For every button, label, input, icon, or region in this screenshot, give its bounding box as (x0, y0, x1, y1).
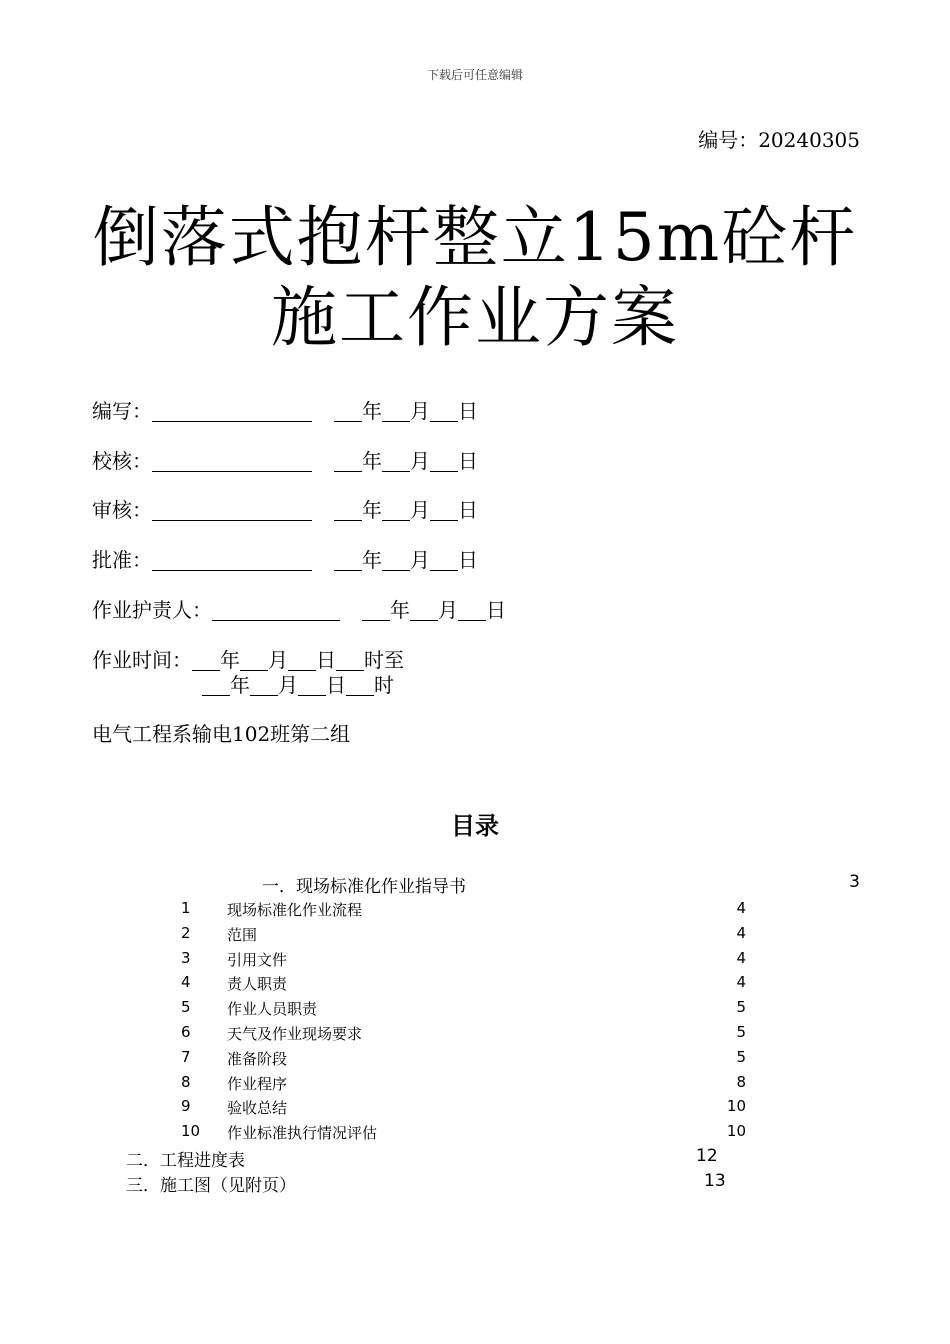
sign-row-label: 批准： (92, 548, 152, 572)
toc-item-number: 6 (181, 1023, 191, 1041)
sign-row-compile (92, 398, 478, 424)
toc-item-label: 范围 (227, 926, 258, 944)
sign-row-approve (92, 547, 478, 573)
year-blank (334, 500, 362, 521)
month-text: 月 (410, 548, 430, 572)
toc-item-label: 引用文件 (227, 951, 288, 969)
toc-item-label: 现场标准化作业流程 (227, 901, 363, 919)
sign-row-label: 编写： (92, 399, 152, 423)
day-blank (430, 550, 458, 571)
toc-section-1-page: 3 (849, 872, 860, 892)
day-blank (430, 500, 458, 521)
toc-item-page: 5 (736, 1023, 746, 1041)
day-text: 日 (458, 449, 478, 473)
month-blank (410, 600, 438, 621)
signature-line (152, 550, 312, 571)
toc-section-3-page: 13 (704, 1171, 726, 1191)
month-blank (382, 451, 410, 472)
toc-item-label: 作业程序 (227, 1075, 288, 1093)
organization: 电气工程系输电102班第二组 (92, 722, 351, 746)
signature-line (212, 600, 340, 621)
month-text: 月 (438, 598, 458, 622)
year-text: 年 (390, 598, 410, 622)
document-number: 编号：20240305 (698, 128, 860, 152)
toc-item-label: 责人职责 (227, 975, 288, 993)
toc-item-number: 7 (181, 1048, 191, 1066)
signature-line (152, 500, 312, 521)
year-text: 年 (220, 648, 240, 672)
sign-row-check (92, 448, 478, 474)
day-text: 日 (458, 548, 478, 572)
day-text: 日 (486, 598, 506, 622)
toc-item-number: 5 (181, 998, 191, 1016)
signature-line (152, 451, 312, 472)
day-text: 日 (458, 498, 478, 522)
year-blank (334, 550, 362, 571)
toc-item-label: 作业标准执行情况评估 (227, 1124, 378, 1142)
month-text: 月 (410, 399, 430, 423)
sign-row-label: 审核： (92, 498, 152, 522)
hour-to-text: 时至 (364, 648, 404, 672)
toc-item-label: 天气及作业现场要求 (227, 1025, 363, 1043)
year-text: 年 (362, 498, 382, 522)
hour-text: 时 (374, 673, 394, 697)
page-header-note: 下载后可任意编辑 (426, 68, 523, 82)
toc-title: 目录 (451, 812, 499, 840)
toc-item-number: 4 (181, 973, 191, 991)
month-text: 月 (410, 498, 430, 522)
toc-item-page: 10 (726, 1097, 746, 1115)
day-blank (288, 650, 316, 671)
month-blank (382, 401, 410, 422)
document-title-line-1: 倒落式抱杆整立15m砼杆 (92, 199, 858, 276)
year-text: 年 (362, 449, 382, 473)
hour-blank (336, 650, 364, 671)
sign-row-label: 校核： (92, 449, 152, 473)
day-text: 日 (458, 399, 478, 423)
toc-section-2-label: 二．工程进度表 (126, 1151, 245, 1171)
toc-item-number: 10 (181, 1122, 201, 1140)
day-blank (458, 600, 486, 621)
year-text: 年 (362, 548, 382, 572)
work-time-label: 作业时间： (92, 648, 192, 672)
toc-item-label: 准备阶段 (227, 1050, 288, 1068)
month-blank (250, 675, 278, 696)
toc-item-page: 4 (736, 924, 746, 942)
year-text: 年 (230, 673, 250, 697)
year-blank (362, 600, 390, 621)
month-text: 月 (268, 648, 288, 672)
day-blank (298, 675, 326, 696)
year-text: 年 (362, 399, 382, 423)
sign-row-label: 作业护责人： (92, 598, 212, 622)
sign-row-work-lead (92, 597, 506, 623)
toc-section-1-label: 一．现场标准化作业指导书 (262, 877, 466, 897)
toc-section-2-page: 12 (696, 1146, 718, 1166)
hour-blank (346, 675, 374, 696)
month-blank (240, 650, 268, 671)
toc-item-number: 2 (181, 924, 191, 942)
sign-row-review (92, 497, 478, 523)
work-time-row-end (202, 672, 394, 698)
toc-item-number: 8 (181, 1073, 191, 1091)
day-blank (430, 451, 458, 472)
toc-item-page: 4 (736, 949, 746, 967)
document-title-line-2: 施工作业方案 (271, 279, 679, 356)
year-blank (192, 650, 220, 671)
toc-item-page: 5 (736, 998, 746, 1016)
toc-section-3-label: 三．施工图（见附页） (126, 1176, 296, 1196)
toc-item-number: 3 (181, 949, 191, 967)
day-text: 日 (316, 648, 336, 672)
day-blank (430, 401, 458, 422)
month-blank (382, 500, 410, 521)
day-text: 日 (326, 673, 346, 697)
toc-item-page: 10 (726, 1122, 746, 1140)
toc-item-label: 验收总结 (227, 1099, 288, 1117)
year-blank (334, 401, 362, 422)
toc-item-page: 4 (736, 899, 746, 917)
month-blank (382, 550, 410, 571)
work-time-row-start (92, 647, 404, 673)
toc-item-number: 1 (181, 899, 191, 917)
month-text: 月 (410, 449, 430, 473)
toc-item-number: 9 (181, 1097, 191, 1115)
year-blank (334, 451, 362, 472)
year-blank (202, 675, 230, 696)
signature-line (152, 401, 312, 422)
toc-item-label: 作业人员职责 (227, 1000, 318, 1018)
toc-item-page: 8 (736, 1073, 746, 1091)
month-text: 月 (278, 673, 298, 697)
toc-item-page: 5 (736, 1048, 746, 1066)
toc-item-page: 4 (736, 973, 746, 991)
